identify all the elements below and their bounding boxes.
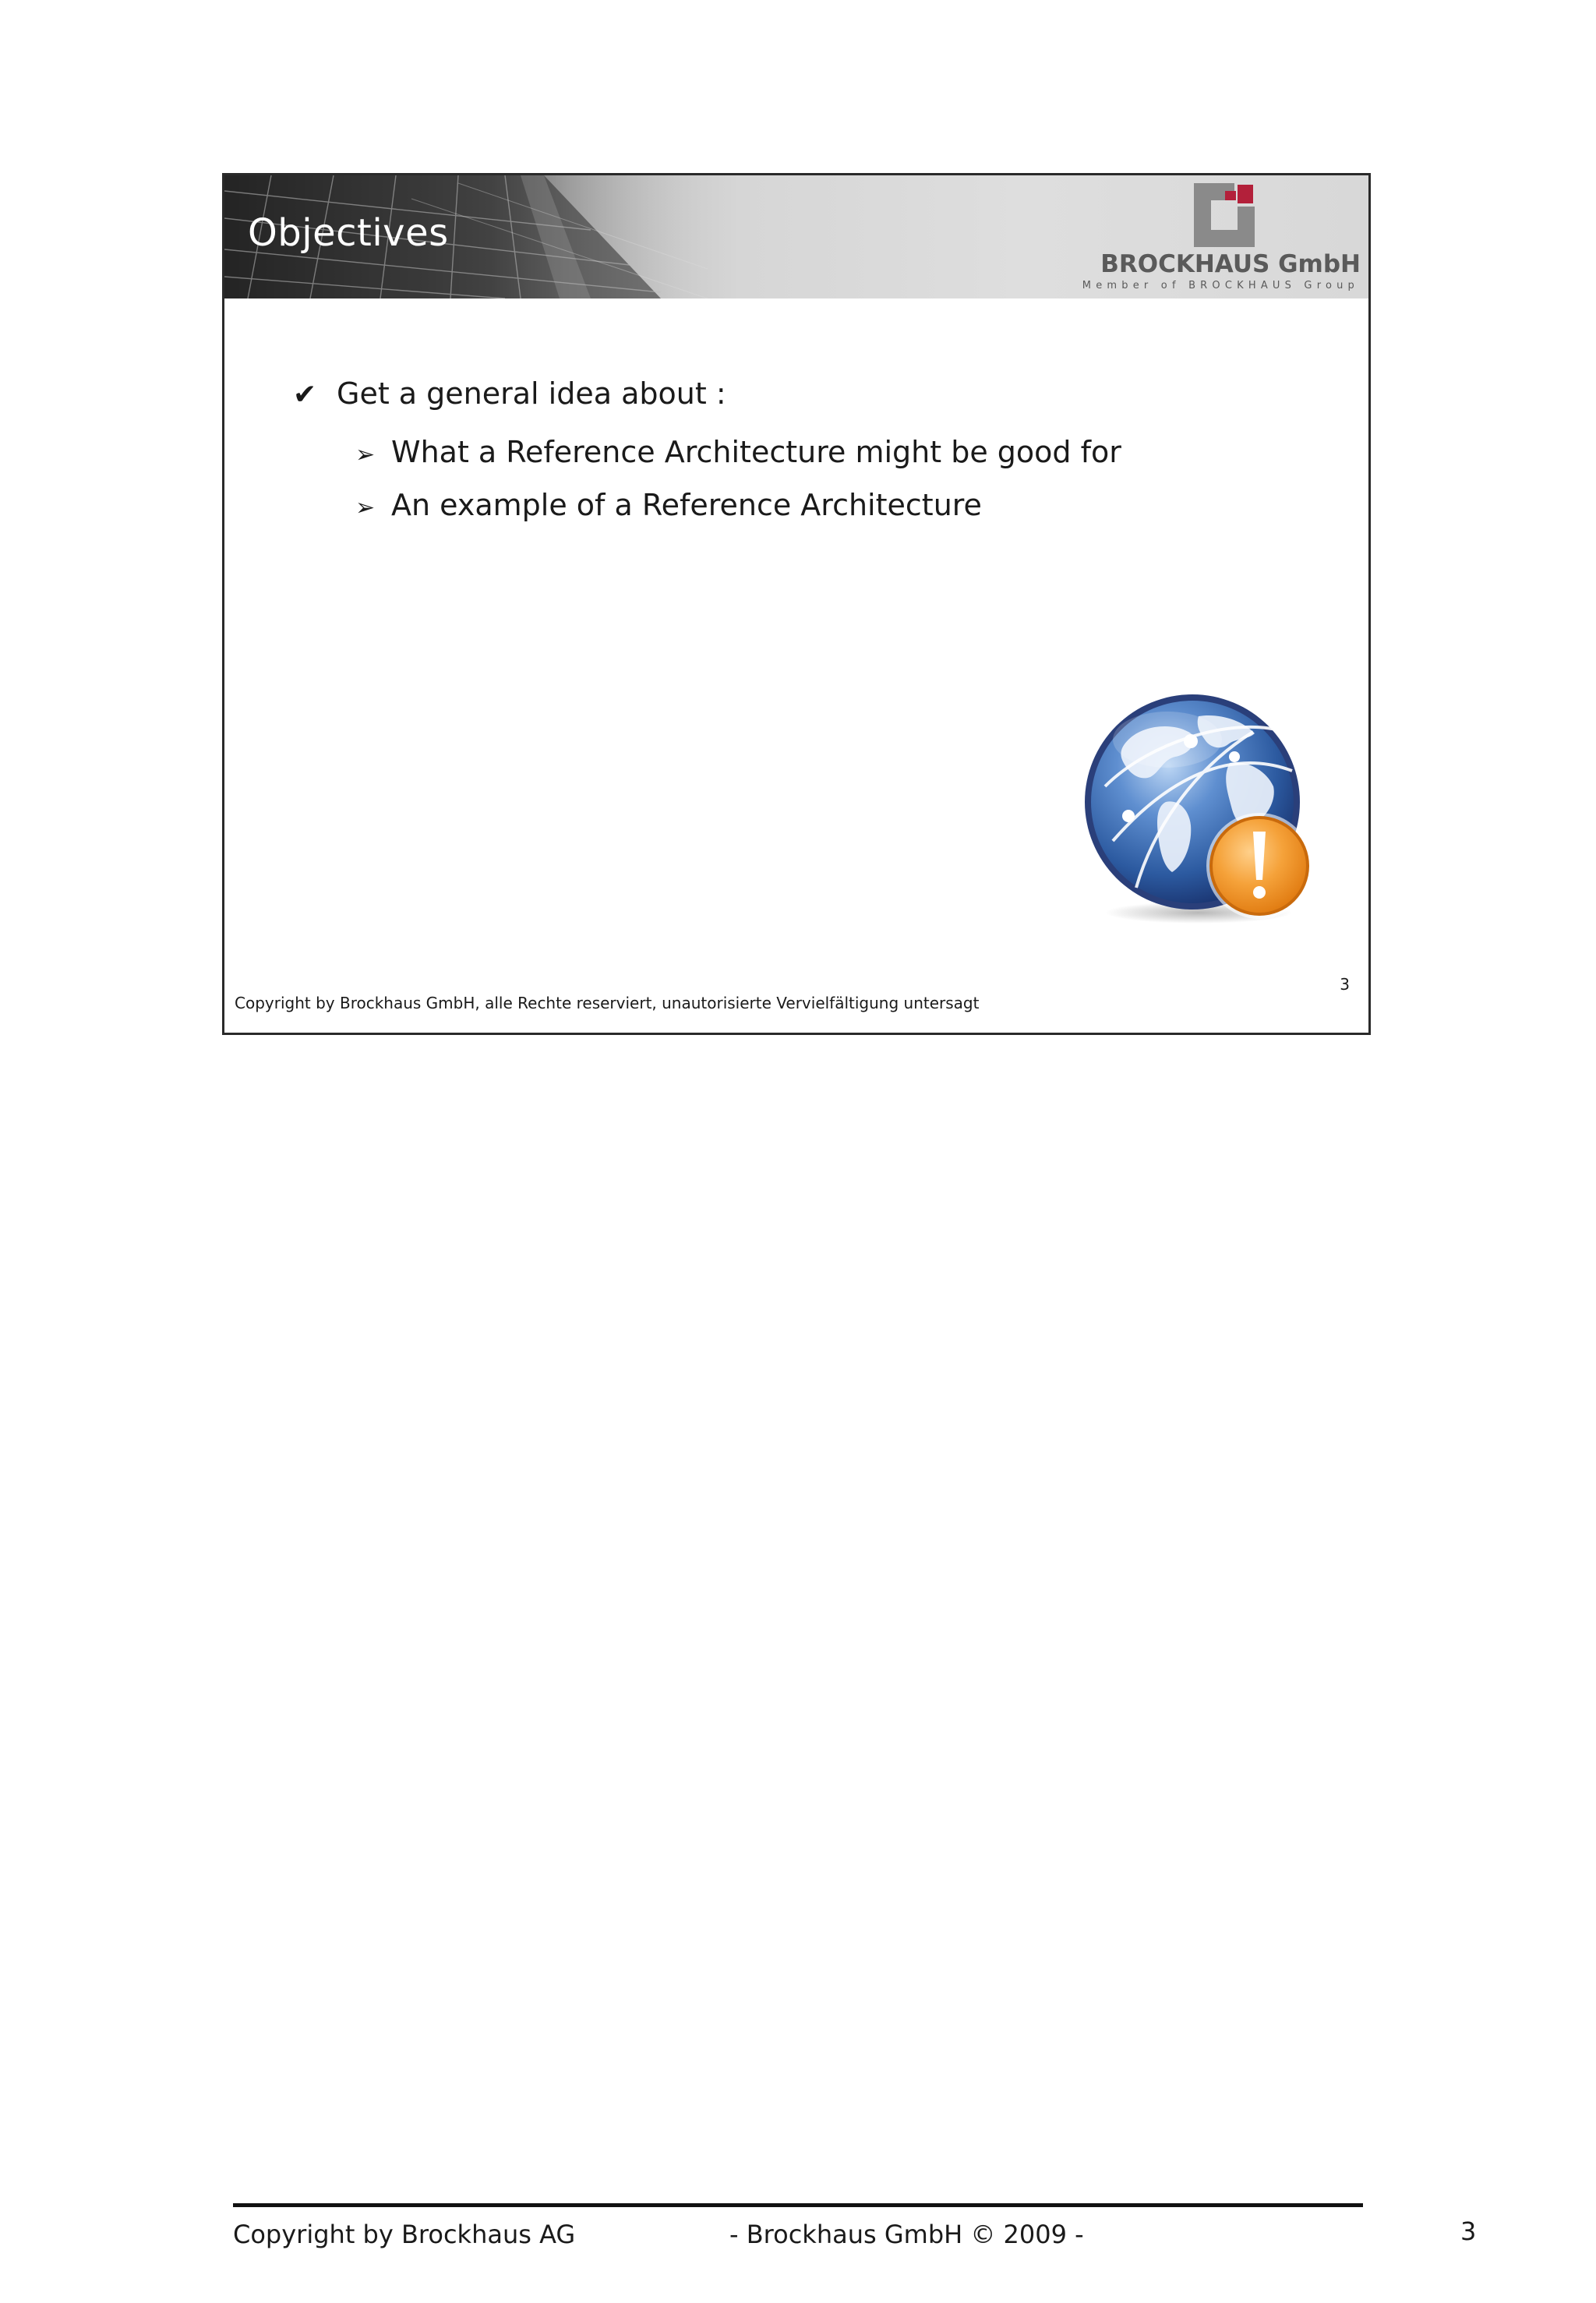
- footer-copyright: Copyright by Brockhaus AG: [233, 2220, 576, 2249]
- arrowhead-icon: ➢: [355, 494, 376, 521]
- slide-copyright: Copyright by Brockhaus GmbH, alle Rechte reserviert, unautorisierte Vervielfältigung untersagt: [235, 994, 980, 1012]
- slide-frame: [222, 173, 1371, 1035]
- list-item: [293, 376, 726, 411]
- brockhaus-logo-mark-icon: [1194, 183, 1255, 247]
- footer-divider: [233, 2203, 1363, 2207]
- logo-company-name: BROCKHAUS GmbH: [1100, 250, 1361, 278]
- checkmark-icon: ✔: [293, 379, 317, 411]
- sub-list-item-text: An example of a Reference Architecture: [391, 488, 982, 522]
- sub-list-item: [355, 488, 982, 522]
- logo-tagline: Member of BROCKHAUS Group: [1082, 280, 1359, 291]
- sub-list-item: [355, 435, 1121, 469]
- globe-warning-icon: [1082, 685, 1323, 927]
- sub-list-item-text: What a Reference Architecture might be good for: [391, 435, 1121, 469]
- footer-company-year: - Brockhaus GmbH © 2009 -: [729, 2220, 1084, 2249]
- slide-title: Objectives: [248, 211, 449, 255]
- slide-page-number: 3: [1340, 975, 1350, 994]
- header-banner: [224, 175, 1368, 298]
- arrowhead-icon: ➢: [355, 441, 376, 468]
- footer-page-number: 3: [1460, 2216, 1477, 2246]
- brockhaus-logo: [1082, 180, 1361, 294]
- list-item-text: Get a general idea about :: [337, 376, 726, 411]
